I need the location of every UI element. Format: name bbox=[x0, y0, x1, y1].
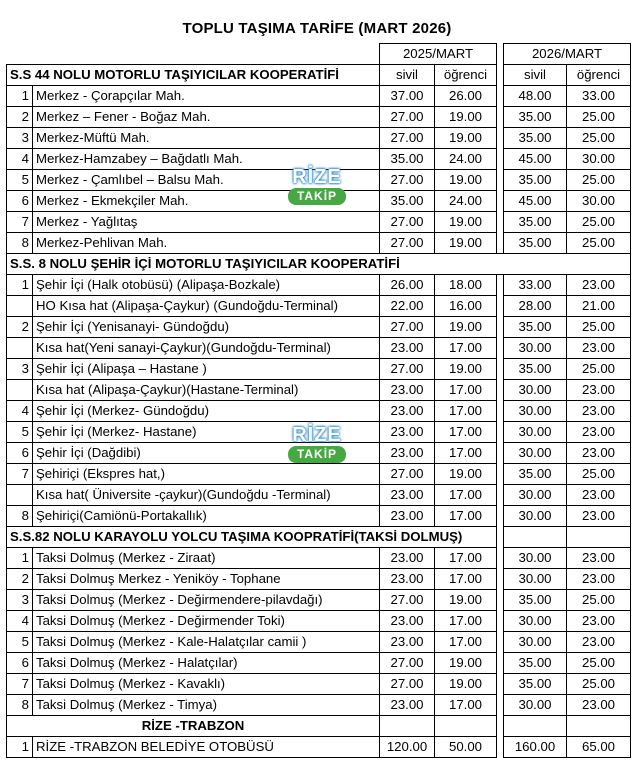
fare-2026-sivil: 48.00 bbox=[504, 86, 567, 107]
fare-2025-sivil: 27.00 bbox=[380, 212, 435, 233]
column-header-ogrenci: öğrenci bbox=[567, 65, 631, 86]
table-row bbox=[7, 128, 631, 149]
fare-2026-sivil: 30.00 bbox=[504, 422, 567, 443]
row-number: 6 bbox=[7, 191, 33, 212]
fare-2026-sivil: 30.00 bbox=[504, 548, 567, 569]
fare-2026-ogrenci: 21.00 bbox=[567, 296, 631, 317]
route-name: Kısa hat(Yeni sanayi-Çaykur)(Gundoğdu-Terminal) bbox=[33, 338, 380, 359]
table-row bbox=[7, 107, 631, 128]
fare-2025-ogrenci: 50.00 bbox=[435, 737, 497, 758]
fare-2026-sivil: 30.00 bbox=[504, 338, 567, 359]
spacer bbox=[497, 317, 504, 338]
fare-2026-sivil: 35.00 bbox=[504, 233, 567, 254]
route-name: Taksi Dolmuş (Merkez - Kavaklı) bbox=[33, 674, 380, 695]
table-row bbox=[7, 569, 631, 590]
fare-2026-sivil: 30.00 bbox=[504, 485, 567, 506]
spacer bbox=[497, 464, 504, 485]
fare-2026-ogrenci: 23.00 bbox=[567, 632, 631, 653]
route-name: Kısa hat( Üniversite -çaykur)(Gundoğdu -Terminal) bbox=[33, 485, 380, 506]
row-number: 1 bbox=[7, 548, 33, 569]
spacer bbox=[497, 506, 504, 527]
spacer bbox=[497, 485, 504, 506]
fare-2026-sivil: 35.00 bbox=[504, 317, 567, 338]
route-name: Merkez – Fener - Boğaz Mah. bbox=[33, 107, 380, 128]
fare-2025-ogrenci: 24.00 bbox=[435, 191, 497, 212]
watermark-line2: TAKİP bbox=[288, 188, 346, 205]
fare-2025-sivil: 27.00 bbox=[380, 170, 435, 191]
watermark-logo bbox=[286, 424, 348, 464]
section-header-row bbox=[7, 716, 631, 737]
fare-2025-ogrenci: 17.00 bbox=[435, 506, 497, 527]
fare-2026-sivil: 35.00 bbox=[504, 464, 567, 485]
fare-2026-sivil: 35.00 bbox=[504, 170, 567, 191]
row-number: 1 bbox=[7, 275, 33, 296]
fare-2025-sivil: 27.00 bbox=[380, 233, 435, 254]
row-number: 3 bbox=[7, 359, 33, 380]
spacer bbox=[497, 86, 504, 107]
empty-cell bbox=[435, 716, 497, 737]
spacer bbox=[497, 653, 504, 674]
table-row bbox=[7, 275, 631, 296]
row-number: 6 bbox=[7, 443, 33, 464]
row-number: 8 bbox=[7, 695, 33, 716]
fare-2026-ogrenci: 25.00 bbox=[567, 212, 631, 233]
table-row bbox=[7, 611, 631, 632]
spacer bbox=[497, 716, 504, 737]
row-number: 4 bbox=[7, 611, 33, 632]
fare-2025-sivil: 23.00 bbox=[380, 611, 435, 632]
spacer bbox=[497, 275, 504, 296]
spacer bbox=[497, 611, 504, 632]
spacer bbox=[497, 149, 504, 170]
fare-2025-ogrenci: 18.00 bbox=[435, 275, 497, 296]
fare-2026-ogrenci: 25.00 bbox=[567, 590, 631, 611]
spacer bbox=[497, 233, 504, 254]
spacer bbox=[497, 695, 504, 716]
row-number: 4 bbox=[7, 149, 33, 170]
header-2025: 2025/MART bbox=[380, 44, 497, 65]
route-name: Şehir İçi (Merkez- Gündoğdu) bbox=[33, 401, 380, 422]
fare-2025-sivil: 23.00 bbox=[380, 422, 435, 443]
fare-2025-ogrenci: 19.00 bbox=[435, 212, 497, 233]
fare-2026-sivil: 35.00 bbox=[504, 359, 567, 380]
fare-2026-ogrenci: 23.00 bbox=[567, 338, 631, 359]
fare-2025-ogrenci: 17.00 bbox=[435, 485, 497, 506]
spacer bbox=[497, 527, 504, 548]
fare-2026-sivil: 45.00 bbox=[504, 149, 567, 170]
fare-2026-sivil: 35.00 bbox=[504, 653, 567, 674]
spacer bbox=[497, 107, 504, 128]
fare-2026-ogrenci: 23.00 bbox=[567, 611, 631, 632]
fare-2025-ogrenci: 17.00 bbox=[435, 380, 497, 401]
route-name: RİZE -TRABZON BELEDİYE OTOBÜSÜ bbox=[33, 737, 380, 758]
route-name: Taksi Dolmuş (Merkez - Kale-Halatçılar camii ) bbox=[33, 632, 380, 653]
fare-2025-ogrenci: 19.00 bbox=[435, 590, 497, 611]
table-row bbox=[7, 485, 631, 506]
watermark-line1: RİZE bbox=[292, 166, 342, 188]
row-number bbox=[7, 338, 33, 359]
row-number: 7 bbox=[7, 212, 33, 233]
fare-2026-ogrenci: 33.00 bbox=[567, 86, 631, 107]
fare-2025-sivil: 27.00 bbox=[380, 317, 435, 338]
table-row bbox=[7, 233, 631, 254]
header-row-years bbox=[7, 44, 631, 65]
fare-2025-sivil: 23.00 bbox=[380, 695, 435, 716]
fare-2026-ogrenci: 25.00 bbox=[567, 674, 631, 695]
section-title: S.S. 8 NOLU ŞEHİR İÇİ MOTORLU TAŞIYICILAR KOOPERATİFİ bbox=[7, 254, 631, 275]
page-title: TOPLU TAŞIMA TARİFE (MART 2026) bbox=[182, 20, 452, 37]
fare-2025-ogrenci: 19.00 bbox=[435, 128, 497, 149]
route-name: Taksi Dolmuş (Merkez - Halatçılar) bbox=[33, 653, 380, 674]
section-title: S.S.82 NOLU KARAYOLU YOLCU TAŞIMA KOOPRATİFİ(TAKSİ DOLMUŞ) bbox=[7, 527, 497, 548]
fare-2026-sivil: 30.00 bbox=[504, 695, 567, 716]
spacer bbox=[497, 674, 504, 695]
fare-2025-sivil: 35.00 bbox=[380, 149, 435, 170]
fare-2025-sivil: 23.00 bbox=[380, 338, 435, 359]
fare-2025-ogrenci: 19.00 bbox=[435, 359, 497, 380]
route-name: Şehiriçi (Ekspres hat,) bbox=[33, 464, 380, 485]
fare-2025-ogrenci: 17.00 bbox=[435, 695, 497, 716]
fare-2025-ogrenci: 16.00 bbox=[435, 296, 497, 317]
section-title: S.S 44 NOLU MOTORLU TAŞIYICILAR KOOPERATİFİ bbox=[7, 65, 380, 86]
fare-2026-ogrenci: 23.00 bbox=[567, 548, 631, 569]
fare-2026-ogrenci: 25.00 bbox=[567, 233, 631, 254]
fare-2026-sivil: 30.00 bbox=[504, 569, 567, 590]
route-name: Merkez - Ekmekçiler Mah. bbox=[33, 191, 380, 212]
table-row bbox=[7, 317, 631, 338]
row-number: 2 bbox=[7, 569, 33, 590]
fare-2026-ogrenci: 23.00 bbox=[567, 422, 631, 443]
fare-2026-ogrenci: 25.00 bbox=[567, 464, 631, 485]
header-2026: 2026/MART bbox=[504, 44, 631, 65]
fare-2026-sivil: 45.00 bbox=[504, 191, 567, 212]
fare-2026-ogrenci: 23.00 bbox=[567, 401, 631, 422]
route-name: Şehiriçi(Camiönü-Portakallık) bbox=[33, 506, 380, 527]
row-number: 2 bbox=[7, 317, 33, 338]
spacer bbox=[497, 128, 504, 149]
table-row bbox=[7, 338, 631, 359]
section-header-row bbox=[7, 65, 631, 86]
route-name: Şehir İçi (Halk otobüsü) (Alipaşa-Bozkale) bbox=[33, 275, 380, 296]
fare-2025-ogrenci: 19.00 bbox=[435, 170, 497, 191]
fare-2026-ogrenci: 25.00 bbox=[567, 107, 631, 128]
route-name: Şehir İçi (Dağdibi) bbox=[33, 443, 380, 464]
table-row bbox=[7, 506, 631, 527]
fare-2025-ogrenci: 19.00 bbox=[435, 674, 497, 695]
fare-2025-ogrenci: 24.00 bbox=[435, 149, 497, 170]
fare-2025-sivil: 23.00 bbox=[380, 632, 435, 653]
row-number bbox=[7, 380, 33, 401]
fare-2025-sivil: 23.00 bbox=[380, 485, 435, 506]
fare-2026-sivil: 30.00 bbox=[504, 443, 567, 464]
fare-2026-ogrenci: 30.00 bbox=[567, 191, 631, 212]
route-name: Şehir İçi (Merkez- Hastane) bbox=[33, 422, 380, 443]
fare-2026-sivil: 33.00 bbox=[504, 275, 567, 296]
fare-2025-sivil: 120.00 bbox=[380, 737, 435, 758]
column-header-sivil: sivil bbox=[380, 65, 435, 86]
row-number: 3 bbox=[7, 128, 33, 149]
fare-2026-ogrenci: 23.00 bbox=[567, 443, 631, 464]
spacer bbox=[497, 359, 504, 380]
tariff-table bbox=[6, 43, 631, 758]
route-name: Taksi Dolmuş (Merkez - Ziraat) bbox=[33, 548, 380, 569]
fare-2025-sivil: 23.00 bbox=[380, 401, 435, 422]
fare-2026-sivil: 30.00 bbox=[504, 401, 567, 422]
fare-2026-sivil: 30.00 bbox=[504, 632, 567, 653]
empty-cell bbox=[504, 527, 567, 548]
row-number: 3 bbox=[7, 590, 33, 611]
fare-2025-ogrenci: 19.00 bbox=[435, 317, 497, 338]
watermark-line1: RİZE bbox=[292, 424, 342, 446]
spacer bbox=[497, 191, 504, 212]
table-row bbox=[7, 86, 631, 107]
empty-cell bbox=[567, 527, 631, 548]
fare-2025-sivil: 27.00 bbox=[380, 107, 435, 128]
fare-2025-sivil: 23.00 bbox=[380, 548, 435, 569]
watermark-logo bbox=[286, 166, 348, 206]
row-number: 1 bbox=[7, 86, 33, 107]
route-name: Şehir İçi (Yenisanayi- Gündoğdu) bbox=[33, 317, 380, 338]
route-name: Merkez - Çorapçılar Mah. bbox=[33, 86, 380, 107]
fare-2025-ogrenci: 17.00 bbox=[435, 401, 497, 422]
row-number: 8 bbox=[7, 233, 33, 254]
table-row bbox=[7, 695, 631, 716]
row-number bbox=[7, 485, 33, 506]
fare-2025-sivil: 23.00 bbox=[380, 506, 435, 527]
fare-2025-sivil: 27.00 bbox=[380, 128, 435, 149]
table-row bbox=[7, 548, 631, 569]
row-number: 8 bbox=[7, 506, 33, 527]
route-name: HO Kısa hat (Alipaşa-Çaykur) (Gundoğdu-Terminal) bbox=[33, 296, 380, 317]
fare-2025-ogrenci: 17.00 bbox=[435, 443, 497, 464]
fare-2026-sivil: 30.00 bbox=[504, 380, 567, 401]
table-row bbox=[7, 296, 631, 317]
fare-2025-ogrenci: 17.00 bbox=[435, 632, 497, 653]
spacer bbox=[497, 422, 504, 443]
table-row bbox=[7, 359, 631, 380]
fare-2026-sivil: 30.00 bbox=[504, 611, 567, 632]
fare-2026-ogrenci: 25.00 bbox=[567, 128, 631, 149]
route-name: Taksi Dolmuş Merkez - Yeniköy - Tophane bbox=[33, 569, 380, 590]
fare-2026-ogrenci: 25.00 bbox=[567, 359, 631, 380]
row-number: 5 bbox=[7, 170, 33, 191]
empty-cell bbox=[567, 716, 631, 737]
row-number: 7 bbox=[7, 464, 33, 485]
fare-2025-ogrenci: 17.00 bbox=[435, 548, 497, 569]
fare-2025-ogrenci: 17.00 bbox=[435, 338, 497, 359]
table-row bbox=[7, 212, 631, 233]
fare-2025-sivil: 27.00 bbox=[380, 674, 435, 695]
route-name: Taksi Dolmuş (Merkez - Değirmendere-pilavdağı) bbox=[33, 590, 380, 611]
table-row bbox=[7, 737, 631, 758]
fare-2026-sivil: 160.00 bbox=[504, 737, 567, 758]
section-header-row bbox=[7, 527, 631, 548]
fare-2026-sivil: 35.00 bbox=[504, 128, 567, 149]
row-number: 5 bbox=[7, 632, 33, 653]
fare-2025-sivil: 27.00 bbox=[380, 464, 435, 485]
fare-2026-ogrenci: 23.00 bbox=[567, 275, 631, 296]
table-row bbox=[7, 464, 631, 485]
spacer bbox=[497, 380, 504, 401]
fare-2025-sivil: 35.00 bbox=[380, 191, 435, 212]
spacer bbox=[497, 338, 504, 359]
table-row bbox=[7, 401, 631, 422]
fare-2026-ogrenci: 25.00 bbox=[567, 317, 631, 338]
fare-2026-ogrenci: 23.00 bbox=[567, 506, 631, 527]
table-row bbox=[7, 674, 631, 695]
route-name: Merkez-Müftü Mah. bbox=[33, 128, 380, 149]
route-name: Taksi Dolmuş (Merkez - Timya) bbox=[33, 695, 380, 716]
table-row bbox=[7, 653, 631, 674]
fare-2026-sivil: 28.00 bbox=[504, 296, 567, 317]
route-name: Merkez - Yağlıtaş bbox=[33, 212, 380, 233]
fare-2025-sivil: 27.00 bbox=[380, 590, 435, 611]
fare-2025-ogrenci: 17.00 bbox=[435, 569, 497, 590]
fare-2026-ogrenci: 23.00 bbox=[567, 485, 631, 506]
fare-2026-ogrenci: 25.00 bbox=[567, 170, 631, 191]
route-name: Merkez-Pehlivan Mah. bbox=[33, 233, 380, 254]
spacer bbox=[497, 632, 504, 653]
fare-2025-ogrenci: 19.00 bbox=[435, 464, 497, 485]
spacer bbox=[497, 548, 504, 569]
row-number bbox=[7, 296, 33, 317]
fare-2025-ogrenci: 17.00 bbox=[435, 611, 497, 632]
fare-2026-ogrenci: 23.00 bbox=[567, 695, 631, 716]
spacer bbox=[497, 737, 504, 758]
spacer bbox=[497, 569, 504, 590]
route-name: Şehir İçi (Alipaşa – Hastane ) bbox=[33, 359, 380, 380]
row-number: 6 bbox=[7, 653, 33, 674]
section-title: RİZE -TRABZON bbox=[7, 716, 380, 737]
spacer bbox=[497, 212, 504, 233]
fare-2026-sivil: 35.00 bbox=[504, 107, 567, 128]
fare-2026-ogrenci: 30.00 bbox=[567, 149, 631, 170]
spacer bbox=[497, 401, 504, 422]
fare-2026-sivil: 35.00 bbox=[504, 212, 567, 233]
route-name: Merkez - Çamlıbel – Balsu Mah. bbox=[33, 170, 380, 191]
fare-2026-ogrenci: 23.00 bbox=[567, 380, 631, 401]
fare-2025-sivil: 23.00 bbox=[380, 443, 435, 464]
route-name: Taksi Dolmuş (Merkez - Değirmender Toki) bbox=[33, 611, 380, 632]
empty-cell bbox=[504, 716, 567, 737]
route-name: Merkez-Hamzabey – Bağdatlı Mah. bbox=[33, 149, 380, 170]
fare-2025-sivil: 37.00 bbox=[380, 86, 435, 107]
row-number: 5 bbox=[7, 422, 33, 443]
fare-2026-ogrenci: 65.00 bbox=[567, 737, 631, 758]
fare-2026-sivil: 30.00 bbox=[504, 506, 567, 527]
fare-2025-sivil: 27.00 bbox=[380, 653, 435, 674]
fare-2025-sivil: 26.00 bbox=[380, 275, 435, 296]
spacer bbox=[497, 65, 504, 86]
row-number: 2 bbox=[7, 107, 33, 128]
fare-2025-ogrenci: 19.00 bbox=[435, 233, 497, 254]
column-header-sivil: sivil bbox=[504, 65, 567, 86]
fare-2026-sivil: 35.00 bbox=[504, 674, 567, 695]
table-row bbox=[7, 380, 631, 401]
fare-2026-sivil: 35.00 bbox=[504, 590, 567, 611]
empty-cell bbox=[380, 716, 435, 737]
fare-2025-sivil: 23.00 bbox=[380, 380, 435, 401]
section-header-row bbox=[7, 254, 631, 275]
row-number: 1 bbox=[7, 737, 33, 758]
table-row bbox=[7, 590, 631, 611]
spacer bbox=[497, 170, 504, 191]
fare-2025-ogrenci: 17.00 bbox=[435, 422, 497, 443]
route-name: Kısa hat (Alipaşa-Çaykur)(Hastane-Terminal) bbox=[33, 380, 380, 401]
row-number: 7 bbox=[7, 674, 33, 695]
table-row bbox=[7, 632, 631, 653]
fare-2025-ogrenci: 19.00 bbox=[435, 107, 497, 128]
spacer bbox=[497, 590, 504, 611]
fare-2025-ogrenci: 26.00 bbox=[435, 86, 497, 107]
fare-2025-sivil: 27.00 bbox=[380, 359, 435, 380]
spacer bbox=[497, 296, 504, 317]
fare-2026-ogrenci: 25.00 bbox=[567, 653, 631, 674]
fare-2026-ogrenci: 23.00 bbox=[567, 569, 631, 590]
fare-2025-sivil: 22.00 bbox=[380, 296, 435, 317]
fare-2025-sivil: 23.00 bbox=[380, 569, 435, 590]
column-header-ogrenci: öğrenci bbox=[435, 65, 497, 86]
row-number: 4 bbox=[7, 401, 33, 422]
fare-2025-ogrenci: 19.00 bbox=[435, 653, 497, 674]
spacer bbox=[497, 443, 504, 464]
watermark-line2: TAKİP bbox=[288, 446, 346, 463]
